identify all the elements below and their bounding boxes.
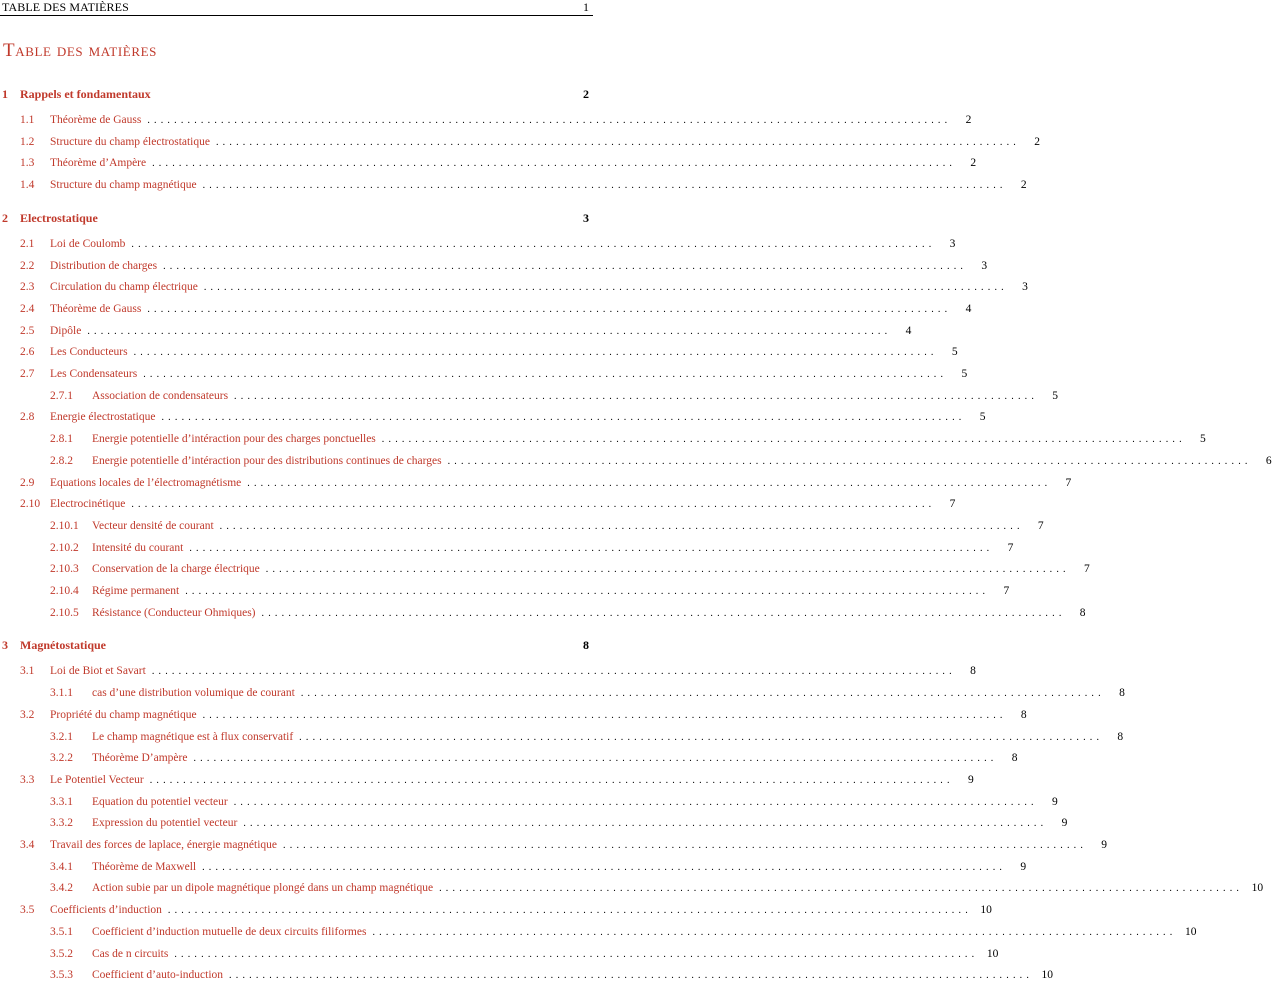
dot-leader: ........................................................................................................................ — [152, 158, 957, 170]
toc-entry-sec[interactable] — [0, 133, 1040, 151]
toc-entry-label[interactable]: Les Conducteurs — [50, 346, 128, 359]
dot-leader: ........................................................................................................................ — [439, 883, 1244, 895]
toc-entry-label[interactable]: Distribution de charges — [50, 259, 158, 272]
toc-entry-number: 2.7.1 — [50, 389, 73, 402]
toc-entry-label[interactable]: Intensité du courant — [92, 541, 184, 554]
dot-leader: ........................................................................................................................ — [261, 607, 1066, 619]
dot-leader: ........................................................................................................................ — [203, 282, 1008, 294]
toc-entry-sub[interactable] — [0, 517, 1044, 535]
toc-entry-page-number: 7 — [1007, 541, 1014, 554]
toc-entry-sec[interactable] — [0, 154, 977, 172]
dot-leader: ........................................................................................................................ — [247, 477, 1052, 489]
toc-entry-label[interactable]: Energie potentielle d’intéraction pour des distributions continues de charges — [92, 454, 442, 467]
toc-entry-label[interactable]: Loi de Biot et Savart — [50, 665, 146, 678]
toc-entry-page-number: 10 — [1041, 969, 1054, 982]
toc-entry-number: 3.2 — [20, 708, 35, 721]
dot-leader: ........................................................................................................................ — [193, 753, 998, 765]
toc-entry-number: 3.2.2 — [50, 752, 73, 765]
toc-entry-sub[interactable] — [0, 728, 1124, 746]
toc-entry-number: 3.4 — [20, 839, 35, 851]
toc-entry-label[interactable]: Les Condensateurs — [50, 368, 138, 380]
toc-entry-sub[interactable] — [0, 814, 1068, 832]
toc-entry-chap[interactable] — [0, 636, 593, 654]
toc-entry-number: 2.10.1 — [50, 519, 79, 532]
dot-leader: ........................................................................................................................ — [147, 115, 952, 126]
toc-entry-page-number: 2 — [1020, 179, 1027, 192]
toc-entry-label[interactable]: Dipôle — [50, 324, 82, 337]
toc-entry-page-number: 3 — [981, 259, 988, 272]
toc-entry-page-number: 2 — [583, 87, 589, 101]
dot-leader: ........................................................................................................................ — [151, 666, 956, 678]
toc-entry-label[interactable]: Conservation de la charge électrique — [92, 563, 260, 576]
toc-entry-number: 1 — [2, 87, 8, 101]
toc-entry-number: 2.2 — [20, 259, 35, 272]
toc-entry-label[interactable]: Propriété du champ magnétique — [50, 708, 197, 721]
dot-leader: ........................................................................................................................ — [300, 688, 1105, 700]
toc-entry-page-number: 3 — [1022, 281, 1028, 294]
toc-entry-sec[interactable] — [0, 408, 986, 426]
toc-entry-page-number: 8 — [583, 638, 589, 653]
toc-entry-sec[interactable] — [0, 300, 972, 318]
toc-entry-sec[interactable] — [0, 235, 956, 253]
toc-entry-label[interactable]: Electrocinétique — [50, 498, 126, 511]
toc-entry-page-number: 9 — [967, 773, 974, 786]
toc-title: Table des matières — [3, 40, 157, 61]
toc-entry-page-number: 10 — [980, 904, 992, 917]
toc-entry-number: 2.3 — [20, 281, 35, 294]
toc-entry-sec[interactable] — [0, 474, 1072, 492]
toc-entry-label[interactable]: Le Potentiel Vecteur — [50, 773, 144, 786]
toc-entry-sub[interactable] — [0, 966, 1054, 984]
toc-entry-page-number: 3 — [949, 237, 956, 250]
toc-entry-label[interactable]: Vecteur densité de courant — [92, 519, 214, 532]
toc-entry-number: 3.5 — [20, 904, 35, 917]
toc-entry-page-number: 8 — [1020, 708, 1027, 721]
running-header-page-number: 1 — [583, 0, 589, 14]
toc-entry-page-number: 8 — [970, 665, 976, 678]
toc-entry-page-number: 2 — [965, 114, 972, 126]
toc-entry-label[interactable]: Energie potentielle d’intéraction pour des charges ponctuelles — [92, 433, 376, 446]
toc-entry-sub[interactable] — [0, 539, 1014, 557]
toc-entry-page-number: 7 — [1084, 563, 1090, 576]
dot-leader: ........................................................................................................................ — [372, 926, 1177, 938]
toc-entry-label[interactable]: Résistance (Conducteur Ohmiques) — [92, 606, 256, 619]
toc-entry-page-number: 5 — [979, 411, 986, 424]
toc-entry-number: 2.5 — [20, 324, 35, 337]
toc-entry-label[interactable]: Rappels et fondamentaux — [20, 87, 151, 101]
toc-entry-sub[interactable] — [0, 945, 999, 963]
toc-entry-label[interactable]: Structure du champ magnétique — [50, 179, 197, 192]
toc-entry-label[interactable]: Association de condensateurs — [92, 389, 229, 402]
toc-entry-chap[interactable] — [0, 209, 593, 227]
toc-entry-page-number: 5 — [1200, 433, 1206, 446]
toc-entry-label[interactable]: Circulation du champ électrique — [50, 281, 198, 294]
toc-entry-page-number: 8 — [1079, 606, 1086, 619]
toc-entry-page-number: 6 — [1265, 454, 1272, 467]
toc-entry-sec[interactable] — [0, 322, 912, 340]
toc-entry-label[interactable]: Structure du champ électrostatique — [50, 135, 210, 148]
toc-entry-sec[interactable] — [0, 111, 972, 129]
dot-leader: ........................................................................................................................ — [189, 542, 994, 554]
toc-entry-number: 2.10.4 — [50, 585, 79, 597]
dot-leader: ........................................................................................................................ — [283, 840, 1088, 851]
toc-entry-number: 2.10.5 — [50, 606, 79, 619]
dot-leader: ........................................................................................................................ — [233, 796, 1038, 808]
toc-entry-page-number: 7 — [949, 498, 956, 511]
toc-entry-page-number: 5 — [961, 368, 968, 380]
dot-leader: ........................................................................................................................ — [174, 948, 979, 960]
toc-entry-sec[interactable] — [0, 836, 1108, 854]
toc-entry-number: 3.1.1 — [50, 687, 73, 700]
toc-entry-number: 2.10 — [20, 498, 41, 511]
toc-entry-sub[interactable] — [0, 560, 1090, 578]
running-header-title: TABLE DES MATIÈRES — [2, 0, 129, 14]
toc-entry-sub[interactable] — [0, 793, 1058, 811]
toc-entry-page-number: 9 — [1061, 817, 1068, 830]
toc-entry-label[interactable]: Equations locales de l’électromagnétisme — [50, 476, 242, 489]
toc-entry-chap[interactable] — [0, 85, 593, 103]
toc-entry-sec[interactable] — [0, 257, 988, 275]
toc-entry-number: 3.5.1 — [50, 925, 73, 938]
toc-entry-page-number: 2 — [970, 157, 977, 170]
toc-entry-label[interactable]: Régime permanent — [92, 585, 180, 597]
toc-entry-label[interactable]: Théorème de Gauss — [50, 114, 142, 126]
toc-entry-label[interactable]: Théorème d’Ampère — [50, 157, 147, 170]
toc-entry-number: 3.3 — [20, 773, 35, 786]
toc-entry-label[interactable]: Expression du potentiel vecteur — [92, 817, 238, 830]
toc-entry-number: 3 — [2, 638, 8, 653]
toc-entry-sec[interactable] — [0, 662, 976, 680]
toc-entry-label[interactable]: Théorème de Gauss — [50, 302, 142, 315]
toc-entry-number: 3.2.1 — [50, 730, 73, 743]
dot-leader: ........................................................................................................................ — [202, 180, 1007, 192]
dot-leader: ........................................................................................................................ — [161, 412, 966, 424]
toc-entry-page-number: 10 — [986, 947, 999, 960]
toc-entry-number: 2.8.1 — [50, 433, 73, 446]
toc-entry-number: 2.7 — [20, 368, 35, 380]
toc-entry-sec[interactable] — [0, 771, 974, 789]
toc-entry-page-number: 9 — [1020, 860, 1027, 873]
dot-leader: ........................................................................................................................ — [167, 905, 972, 917]
toc-entry-sec[interactable] — [0, 343, 958, 361]
toc-entry-sec[interactable] — [0, 365, 968, 383]
toc-entry-page-number: 10 — [1251, 882, 1264, 895]
toc-entry-number: 1.2 — [20, 135, 35, 148]
toc-entry-label[interactable]: Energie électrostatique — [50, 411, 156, 424]
toc-entry-sub[interactable] — [0, 923, 1197, 941]
toc-entry-page-number: 9 — [1051, 795, 1058, 808]
dot-leader: ........................................................................................................................ — [447, 455, 1252, 467]
dot-leader: ........................................................................................................................ — [147, 303, 952, 315]
toc-entry-page-number: 8 — [1119, 687, 1125, 700]
dot-leader: ........................................................................................................................ — [229, 970, 1034, 982]
toc-entry-number: 1.3 — [20, 157, 35, 170]
toc-entry-number: 3.1 — [20, 665, 35, 678]
toc-entry-number: 3.3.1 — [50, 795, 73, 808]
toc-entry-page-number: 5 — [1052, 389, 1059, 402]
dot-leader: ........................................................................................................................ — [219, 520, 1024, 532]
toc-entry-sec[interactable] — [0, 176, 1027, 194]
dot-leader: ........................................................................................................................ — [215, 136, 1020, 148]
toc-entry-page-number: 7 — [1003, 585, 1010, 597]
toc-entry-sub[interactable] — [0, 749, 1018, 767]
toc-entry-sub[interactable] — [0, 430, 1206, 448]
toc-entry-label[interactable]: Electrostatique — [20, 210, 98, 225]
dot-leader: ........................................................................................................................ — [131, 238, 936, 250]
dot-leader: ........................................................................................................................ — [149, 774, 954, 786]
toc-entry-number: 1.4 — [20, 179, 35, 192]
toc-entry-label[interactable]: Travail des forces de laplace, énergie magnétique — [50, 839, 278, 851]
toc-entry-sec[interactable] — [0, 495, 956, 513]
toc-entry-label[interactable]: Coefficient d’induction mutuelle de deux circuits filiformes — [92, 925, 367, 938]
toc-entry-label[interactable]: Théorème de Maxwell — [92, 860, 197, 873]
toc-entry-label[interactable]: Equation du potentiel vecteur — [92, 795, 228, 808]
toc-entry-page-number: 10 — [1184, 925, 1197, 938]
toc-entry-sub[interactable] — [0, 387, 1059, 405]
dot-leader: ........................................................................................................................ — [143, 369, 948, 380]
dot-leader: ........................................................................................................................ — [299, 731, 1104, 743]
dot-leader: ........................................................................................................................ — [87, 325, 892, 337]
running-header — [0, 0, 593, 16]
toc-entry-number: 1.1 — [20, 114, 35, 126]
dot-leader: ........................................................................................................................ — [243, 818, 1048, 830]
toc-entry-page-number: 4 — [905, 324, 912, 337]
toc-entry-number: 3.5.3 — [50, 969, 73, 982]
toc-entry-label[interactable]: Cas de n circuits — [92, 947, 169, 960]
toc-entry-sub[interactable] — [0, 858, 1027, 876]
toc-entry-number: 2.10.3 — [50, 563, 79, 576]
toc-entry-number: 2.10.2 — [50, 541, 79, 554]
dot-leader: ........................................................................................................................ — [265, 564, 1070, 576]
toc-entry-number: 2.8.2 — [50, 454, 73, 467]
toc-entry-label[interactable]: Loi de Coulomb — [50, 237, 126, 250]
toc-entry-label[interactable]: Action subie par un dipole magnétique plongé dans un champ magnétique — [92, 882, 434, 895]
toc-entry-label[interactable]: Magnétostatique — [20, 638, 106, 653]
toc-entry-page-number: 3 — [583, 210, 589, 225]
toc-entry-page-number: 4 — [965, 302, 972, 315]
toc-entry-label[interactable]: Le champ magnétique est à flux conservatif — [92, 730, 294, 743]
toc-entry-page-number: 9 — [1101, 839, 1108, 851]
toc-entry-sec[interactable] — [0, 901, 992, 919]
toc-entry-sub[interactable] — [0, 582, 1010, 600]
toc-entry-label[interactable]: cas d’une distribution volumique de courant — [92, 687, 295, 700]
dot-leader: ........................................................................................................................ — [202, 861, 1007, 873]
toc-entry-page-number: 7 — [1065, 476, 1072, 489]
toc-entry-page-number: 8 — [1011, 752, 1018, 765]
toc-entry-number: 2.8 — [20, 411, 35, 424]
toc-entry-number: 3.4.2 — [50, 882, 73, 895]
toc-entry-page-number: 7 — [1037, 519, 1044, 532]
dot-leader: ........................................................................................................................ — [185, 586, 990, 597]
dot-leader: ........................................................................................................................ — [131, 499, 936, 511]
toc-entry-number: 2.1 — [20, 237, 35, 250]
toc-entry-sec[interactable] — [0, 278, 1028, 296]
dot-leader: ........................................................................................................................ — [202, 709, 1007, 721]
toc-entry-number: 3.3.2 — [50, 817, 73, 830]
toc-entry-number: 2.4 — [20, 302, 35, 315]
dot-leader: ........................................................................................................................ — [163, 260, 968, 272]
toc-entry-sub[interactable] — [0, 684, 1125, 702]
dot-leader: ........................................................................................................................ — [381, 434, 1186, 446]
header-rule — [0, 15, 593, 16]
toc-entry-page-number: 8 — [1117, 730, 1124, 743]
toc-entry-page-number: 5 — [951, 346, 958, 359]
toc-entry-label[interactable]: Coefficient d’auto-induction — [92, 969, 224, 982]
dot-leader: ........................................................................................................................ — [133, 347, 938, 359]
toc-entry-page-number: 2 — [1034, 135, 1040, 148]
toc-entry-sec[interactable] — [0, 706, 1027, 724]
toc-entry-label[interactable]: Théorème D’ampère — [92, 752, 188, 765]
toc-entry-number: 2.6 — [20, 346, 35, 359]
dot-leader: ........................................................................................................................ — [234, 390, 1039, 402]
toc-entry-number: 3.4.1 — [50, 860, 73, 873]
toc-entry-number: 2.9 — [20, 476, 35, 489]
toc-entry-number: 3.5.2 — [50, 947, 73, 960]
toc-entry-number: 2 — [2, 210, 8, 225]
toc-entry-label[interactable]: Coefficients d’induction — [50, 904, 162, 917]
toc-entry-sub[interactable] — [0, 604, 1086, 622]
toc-entry-sub[interactable] — [0, 452, 1272, 470]
toc-entry-sub[interactable] — [0, 879, 1264, 897]
